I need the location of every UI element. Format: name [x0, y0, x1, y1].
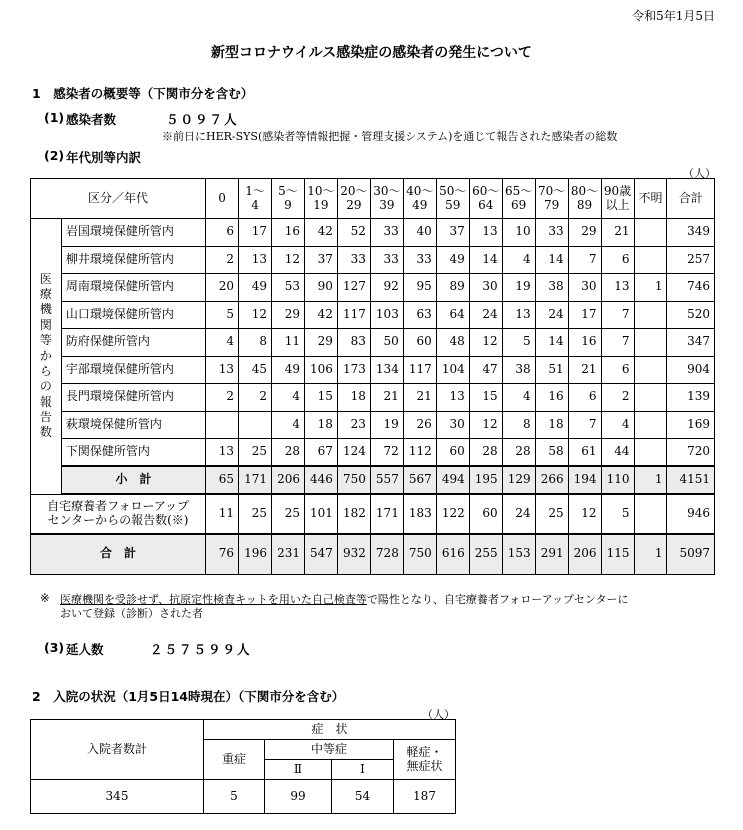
moderate-1-value: 54 [332, 780, 394, 814]
table-cell: 63 [403, 301, 436, 329]
moderate-1-header: Ⅰ [332, 760, 394, 780]
table-cell [634, 246, 667, 274]
row-name: 長門環境保健所管内 [61, 384, 205, 412]
followup-cell: 25 [272, 494, 305, 534]
table-cell: 29 [568, 219, 601, 247]
followup-cell: 101 [304, 494, 337, 534]
table-cell [634, 384, 667, 412]
sub3-label: (3) [44, 640, 65, 655]
mild-header: 軽症・ 無症状 [394, 740, 456, 780]
table-cell: 50 [370, 329, 403, 357]
table-cell: 18 [337, 384, 370, 412]
table-cell: 173 [337, 356, 370, 384]
table-cell: 19 [370, 411, 403, 439]
table-cell: 90 [304, 274, 337, 302]
table-cell [206, 411, 239, 439]
footnote-mark: ※ [40, 591, 50, 605]
table-cell: 5 [206, 301, 239, 329]
table-cell: 28 [469, 439, 502, 467]
table-cell: 64 [436, 301, 469, 329]
table-cell: 13 [206, 356, 239, 384]
table-cell: 720 [667, 439, 715, 467]
followup-cell: 171 [370, 494, 403, 534]
column-header: 40〜 49 [403, 179, 436, 219]
hosp-total-value: 345 [31, 780, 204, 814]
sub1-title: 感染者数 [66, 112, 117, 127]
hospitalization-table [30, 719, 456, 814]
followup-cell: 946 [667, 494, 715, 534]
column-header: 5〜 9 [272, 179, 305, 219]
footnote-underlined: 医療機関を受診せず、抗原定性検査キットを用いた自己検査等 [60, 593, 367, 606]
subtotal-cell: 446 [304, 466, 337, 494]
table-cell: 12 [272, 246, 305, 274]
column-header: 70〜 79 [535, 179, 568, 219]
table-cell: 904 [667, 356, 715, 384]
table-cell: 7 [601, 329, 634, 357]
table-cell: 17 [568, 301, 601, 329]
table-cell: 21 [403, 384, 436, 412]
sub1-note: ※前日にHER-SYS(感染者等情報把握・管理支援システム)を通じて報告された感染者の総数 [162, 130, 618, 143]
subtotal-cell: 494 [436, 466, 469, 494]
table-cell: 127 [337, 274, 370, 302]
subtotal-cell: 206 [272, 466, 305, 494]
table-cell: 7 [568, 246, 601, 274]
table-cell: 45 [239, 356, 272, 384]
total-cell: 255 [469, 534, 502, 574]
table-cell: 746 [667, 274, 715, 302]
subtotal-cell: 4151 [667, 466, 715, 494]
row-name: 周南環境保健所管内 [61, 274, 205, 302]
symptom-header: 症 状 [204, 720, 456, 740]
table-cell: 30 [469, 274, 502, 302]
total-cell: 291 [535, 534, 568, 574]
table-cell: 349 [667, 219, 715, 247]
sub1-value: ５０９７人 [166, 112, 239, 127]
column-header: 20〜 29 [337, 179, 370, 219]
table-cell: 347 [667, 329, 715, 357]
followup-cell: 25 [535, 494, 568, 534]
corner-header: 区分／年代 [31, 179, 206, 219]
total-cell: 1 [634, 534, 667, 574]
column-header: 90歳 以上 [601, 179, 634, 219]
table-cell: 117 [337, 301, 370, 329]
table-cell: 14 [535, 329, 568, 357]
table-cell: 16 [568, 329, 601, 357]
subtotal-cell: 750 [337, 466, 370, 494]
table-cell: 60 [436, 439, 469, 467]
total-cell: 76 [206, 534, 239, 574]
table-cell: 51 [535, 356, 568, 384]
table-cell: 89 [436, 274, 469, 302]
total-label: 合 計 [31, 534, 206, 574]
table-cell: 21 [568, 356, 601, 384]
followup-cell [634, 494, 667, 534]
table-cell: 42 [304, 301, 337, 329]
table-cell: 8 [502, 411, 535, 439]
table-cell: 28 [502, 439, 535, 467]
table-cell: 13 [436, 384, 469, 412]
sub1-label: (1) [44, 110, 65, 125]
followup-cell: 183 [403, 494, 436, 534]
followup-cell: 122 [436, 494, 469, 534]
table-cell: 124 [337, 439, 370, 467]
subtotal-cell: 567 [403, 466, 436, 494]
table-cell: 53 [272, 274, 305, 302]
table-cell: 12 [469, 411, 502, 439]
total-cell: 115 [601, 534, 634, 574]
subtotal-cell: 171 [239, 466, 272, 494]
table-cell: 104 [436, 356, 469, 384]
table-cell: 169 [667, 411, 715, 439]
row-name: 山口環境保健所管内 [61, 301, 205, 329]
table-cell: 49 [272, 356, 305, 384]
table-cell: 6 [568, 384, 601, 412]
table-cell: 8 [239, 329, 272, 357]
section2-heading: 2 入院の状況（1月5日14時現在）（下関市分を含む） [32, 689, 345, 704]
table-cell: 14 [535, 246, 568, 274]
table-cell: 18 [304, 411, 337, 439]
table-cell: 13 [239, 246, 272, 274]
subtotal-cell: 195 [469, 466, 502, 494]
total-cell: 616 [436, 534, 469, 574]
table-cell: 33 [535, 219, 568, 247]
table-cell: 139 [667, 384, 715, 412]
table1-unit: （人） [683, 167, 716, 180]
table-cell: 58 [535, 439, 568, 467]
row-name: 宇部環境保健所管内 [61, 356, 205, 384]
column-header: 10〜 19 [304, 179, 337, 219]
page-title: 新型コロナウイルス感染症の感染者の発生について [211, 45, 532, 61]
table-cell: 49 [436, 246, 469, 274]
table-cell: 37 [304, 246, 337, 274]
followup-cell: 11 [206, 494, 239, 534]
table-cell: 18 [535, 411, 568, 439]
table-cell: 2 [206, 384, 239, 412]
table-cell: 21 [370, 384, 403, 412]
table-cell: 67 [304, 439, 337, 467]
table-cell: 13 [601, 274, 634, 302]
column-header: 50〜 59 [436, 179, 469, 219]
total-cell: 5097 [667, 534, 715, 574]
table-cell: 37 [436, 219, 469, 247]
subtotal-cell: 557 [370, 466, 403, 494]
table-cell: 13 [469, 219, 502, 247]
total-cell: 728 [370, 534, 403, 574]
table-cell: 5 [502, 329, 535, 357]
moderate-2-value: 99 [265, 780, 332, 814]
column-header: 1〜 4 [239, 179, 272, 219]
sub2-title: 年代別等内訳 [66, 150, 142, 165]
table-cell: 2 [206, 246, 239, 274]
column-header: 80〜 89 [568, 179, 601, 219]
table-cell: 17 [239, 219, 272, 247]
table-cell [634, 411, 667, 439]
table-cell: 92 [370, 274, 403, 302]
row-name: 柳井環境保健所管内 [61, 246, 205, 274]
hosp-total-header: 入院者数計 [31, 720, 204, 780]
table-cell: 21 [601, 219, 634, 247]
report-date: 令和5年1月5日 [632, 9, 715, 23]
table-cell: 520 [667, 301, 715, 329]
table-cell: 48 [436, 329, 469, 357]
table-cell: 1 [634, 274, 667, 302]
group-label [31, 219, 62, 495]
total-cell: 547 [304, 534, 337, 574]
table-cell: 4 [502, 384, 535, 412]
total-cell: 206 [568, 534, 601, 574]
table-cell: 257 [667, 246, 715, 274]
subtotal-cell: 194 [568, 466, 601, 494]
table-cell: 52 [337, 219, 370, 247]
row-name: 防府保健所管内 [61, 329, 205, 357]
subtotal-cell: 65 [206, 466, 239, 494]
row-name: 萩環境保健所管内 [61, 411, 205, 439]
table-cell: 2 [239, 384, 272, 412]
table-cell: 33 [337, 246, 370, 274]
sub3-title: 延人数 [66, 642, 104, 657]
total-cell: 196 [239, 534, 272, 574]
table-cell: 49 [239, 274, 272, 302]
table-cell: 4 [601, 411, 634, 439]
table-cell: 42 [304, 219, 337, 247]
table-cell [634, 439, 667, 467]
table-cell: 117 [403, 356, 436, 384]
table-cell [634, 301, 667, 329]
severe-header: 重症 [204, 740, 265, 780]
table-cell: 16 [272, 219, 305, 247]
table-cell [634, 219, 667, 247]
subtotal-cell: 129 [502, 466, 535, 494]
table-cell: 30 [568, 274, 601, 302]
subtotal-cell: 266 [535, 466, 568, 494]
table-cell [239, 411, 272, 439]
table-cell: 24 [469, 301, 502, 329]
table-cell: 106 [304, 356, 337, 384]
table-cell: 15 [304, 384, 337, 412]
table-cell: 7 [601, 301, 634, 329]
moderate-header: 中等症 [265, 740, 394, 760]
table-cell: 23 [337, 411, 370, 439]
table-cell: 38 [502, 356, 535, 384]
table-cell: 134 [370, 356, 403, 384]
table-cell [634, 356, 667, 384]
table-cell: 30 [436, 411, 469, 439]
total-cell: 932 [337, 534, 370, 574]
row-name: 岩国環境保健所管内 [61, 219, 205, 247]
table-cell: 10 [502, 219, 535, 247]
followup-label: 自宅療養者フォローアップ センターからの報告数(※) [31, 494, 206, 534]
age-breakdown-table [30, 178, 715, 575]
table-cell: 33 [403, 246, 436, 274]
table-cell: 112 [403, 439, 436, 467]
total-cell: 153 [502, 534, 535, 574]
row-name: 下関保健所管内 [61, 439, 205, 467]
table-cell: 24 [535, 301, 568, 329]
column-header: 合計 [667, 179, 715, 219]
table-cell: 20 [206, 274, 239, 302]
column-header: 0 [206, 179, 239, 219]
table-cell: 19 [502, 274, 535, 302]
table-cell [634, 329, 667, 357]
severe-value: 5 [204, 780, 265, 814]
table-cell: 13 [502, 301, 535, 329]
table-cell: 11 [272, 329, 305, 357]
moderate-2-header: Ⅱ [265, 760, 332, 780]
table-cell: 4 [272, 384, 305, 412]
total-cell: 750 [403, 534, 436, 574]
table-cell: 33 [370, 219, 403, 247]
table-cell: 6 [601, 246, 634, 274]
table-cell: 4 [502, 246, 535, 274]
total-cell: 231 [272, 534, 305, 574]
table-cell: 40 [403, 219, 436, 247]
table-cell: 28 [272, 439, 305, 467]
column-header: 60〜 64 [469, 179, 502, 219]
table-cell: 38 [535, 274, 568, 302]
table-cell: 12 [239, 301, 272, 329]
table-cell: 83 [337, 329, 370, 357]
column-header: 不明 [634, 179, 667, 219]
footnote-rest: で陽性となり、自宅療養者フォローアップセンターに [366, 593, 629, 606]
table-cell: 95 [403, 274, 436, 302]
table-cell: 4 [272, 411, 305, 439]
followup-cell: 60 [469, 494, 502, 534]
sub3-value: ２５７５９９人 [150, 642, 252, 657]
section1-heading: 1 感染者の概要等（下関市分を含む） [32, 86, 254, 101]
table-cell: 7 [568, 411, 601, 439]
table-cell: 29 [272, 301, 305, 329]
followup-cell: 5 [601, 494, 634, 534]
table-cell: 72 [370, 439, 403, 467]
table-cell: 103 [370, 301, 403, 329]
table-cell: 12 [469, 329, 502, 357]
table-cell: 6 [206, 219, 239, 247]
column-header: 30〜 39 [370, 179, 403, 219]
table-cell: 33 [370, 246, 403, 274]
subtotal-cell: 1 [634, 466, 667, 494]
table-cell: 16 [535, 384, 568, 412]
table-cell: 44 [601, 439, 634, 467]
subtotal-cell: 110 [601, 466, 634, 494]
followup-cell: 12 [568, 494, 601, 534]
column-header: 65〜 69 [502, 179, 535, 219]
followup-cell: 25 [239, 494, 272, 534]
table-cell: 15 [469, 384, 502, 412]
table2-unit: （人） [422, 708, 455, 721]
table-cell: 61 [568, 439, 601, 467]
subtotal-label: 小 計 [61, 466, 205, 494]
table-cell: 14 [469, 246, 502, 274]
sub2-label: (2) [44, 148, 65, 163]
table-cell: 6 [601, 356, 634, 384]
footnote-line2: おいて登録（診断）された者 [60, 607, 203, 620]
followup-cell: 182 [337, 494, 370, 534]
mild-value: 187 [394, 780, 456, 814]
followup-cell: 24 [502, 494, 535, 534]
table-cell: 2 [601, 384, 634, 412]
table-cell: 4 [206, 329, 239, 357]
table-cell: 25 [239, 439, 272, 467]
table-cell: 13 [206, 439, 239, 467]
table-cell: 26 [403, 411, 436, 439]
group-label-text: 医療機関等からの報告数 [39, 271, 52, 440]
table-cell: 47 [469, 356, 502, 384]
table-cell: 60 [403, 329, 436, 357]
table-cell: 29 [304, 329, 337, 357]
